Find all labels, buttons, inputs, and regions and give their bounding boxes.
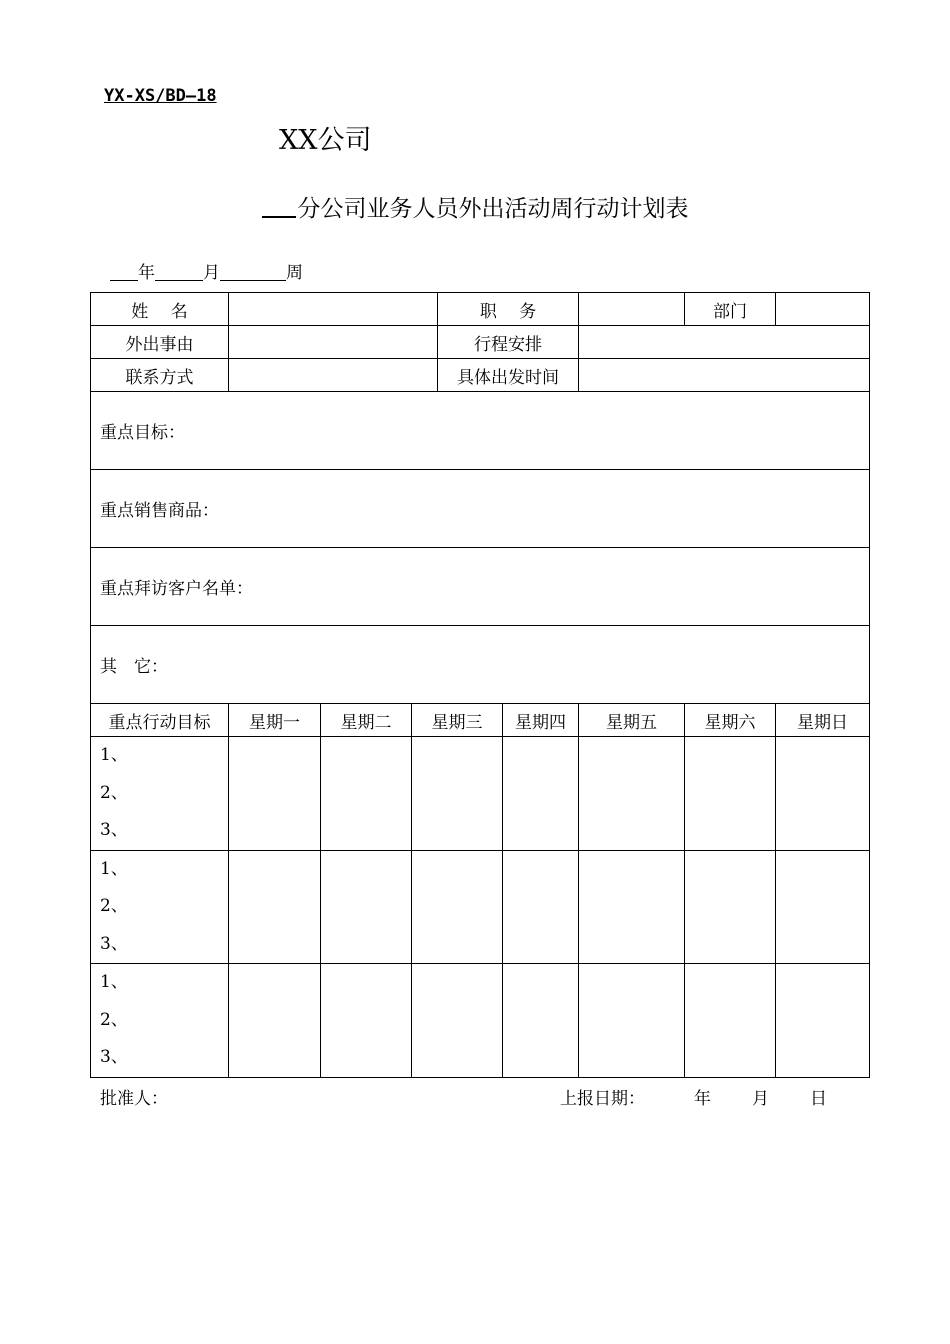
schedule-row [91,850,870,964]
week-label: 周 [286,263,303,283]
name-field[interactable] [229,293,438,326]
date-line [110,258,303,283]
key-products-field[interactable] [91,470,870,548]
position-field[interactable] [579,293,685,326]
schedule-header-sun: 星期日 [776,704,870,737]
day-cell[interactable] [412,737,503,851]
day-cell[interactable] [321,737,412,851]
itinerary-field[interactable] [579,326,870,359]
key-goals-label: 重点目标： [100,423,185,443]
day-cell[interactable] [685,737,776,851]
goal-item: 1、 [100,858,128,879]
company-name: XX公司 [279,125,372,156]
department-label: 部门 [685,293,776,326]
document-code: YX-XS/BD—18 [104,86,217,106]
schedule-header-fri: 星期五 [579,704,685,737]
department-field[interactable] [776,293,870,326]
key-clients-field[interactable] [91,548,870,626]
day-cell[interactable] [776,964,870,1078]
goal-item: 3、 [100,820,128,840]
contact-field[interactable] [229,359,438,392]
schedule-row [91,964,870,1078]
reason-label: 外出事由 [91,326,229,359]
day-cell[interactable] [776,850,870,964]
goal-item: 3、 [100,1047,128,1067]
departure-time-field[interactable] [579,359,870,392]
itinerary-label: 行程安排 [438,326,579,359]
goal-items-cell[interactable] [91,737,229,851]
schedule-header-thu: 星期四 [503,704,579,737]
reason-field[interactable] [229,326,438,359]
goal-item: 1、 [100,972,128,992]
name-label: 姓 名 [91,293,229,326]
other-field[interactable] [91,626,870,704]
approver-label: 批准人： [100,1089,168,1109]
key-products-label: 重点销售商品： [100,501,219,521]
day-cell[interactable] [229,850,321,964]
key-clients-label: 重点拜访客户名单： [100,579,253,599]
day-cell[interactable] [229,737,321,851]
report-day-label: 日 [810,1089,827,1109]
day-cell[interactable] [579,850,685,964]
day-cell[interactable] [579,964,685,1078]
day-cell[interactable] [503,850,579,964]
schedule-header-goal: 重点行动目标 [91,704,229,737]
report-month-label: 月 [752,1089,769,1109]
goal-item: 2、 [100,1009,128,1030]
year-label: 年 [138,263,155,283]
schedule-row [91,737,870,851]
schedule-header-sat: 星期六 [685,704,776,737]
month-label: 月 [203,263,220,283]
departure-time-label: 具体出发时间 [438,359,579,392]
report-date-label: 上报日期： [560,1089,645,1109]
day-cell[interactable] [685,964,776,1078]
day-cell[interactable] [229,964,321,1078]
day-cell[interactable] [503,964,579,1078]
goal-items-cell[interactable] [91,850,229,964]
position-label: 职 务 [438,293,579,326]
day-cell[interactable] [579,737,685,851]
goal-item: 2、 [100,896,128,916]
year-blank [110,262,138,281]
day-cell[interactable] [412,850,503,964]
goal-item: 1、 [100,745,128,765]
day-cell[interactable] [685,850,776,964]
day-cell[interactable] [776,737,870,851]
goal-item: 2、 [100,782,128,803]
form-title [0,190,950,223]
goal-item: 3、 [100,933,128,954]
day-cell[interactable] [321,964,412,1078]
plan-table [90,292,870,1078]
week-blank [220,262,286,281]
schedule-header-tue: 星期二 [321,704,412,737]
form-title-text: 分公司业务人员外出活动周行动计划表 [297,196,689,222]
branch-name-blank [262,194,296,218]
day-cell[interactable] [412,964,503,1078]
key-goals-field[interactable] [91,392,870,470]
day-cell[interactable] [503,737,579,851]
month-blank [155,262,203,281]
other-label: 其 它： [100,657,168,677]
goal-items-cell[interactable] [91,964,229,1078]
day-cell[interactable] [321,850,412,964]
contact-label: 联系方式 [91,359,229,392]
report-year-label: 年 [694,1089,711,1109]
schedule-header-mon: 星期一 [229,704,321,737]
schedule-header-wed: 星期三 [412,704,503,737]
